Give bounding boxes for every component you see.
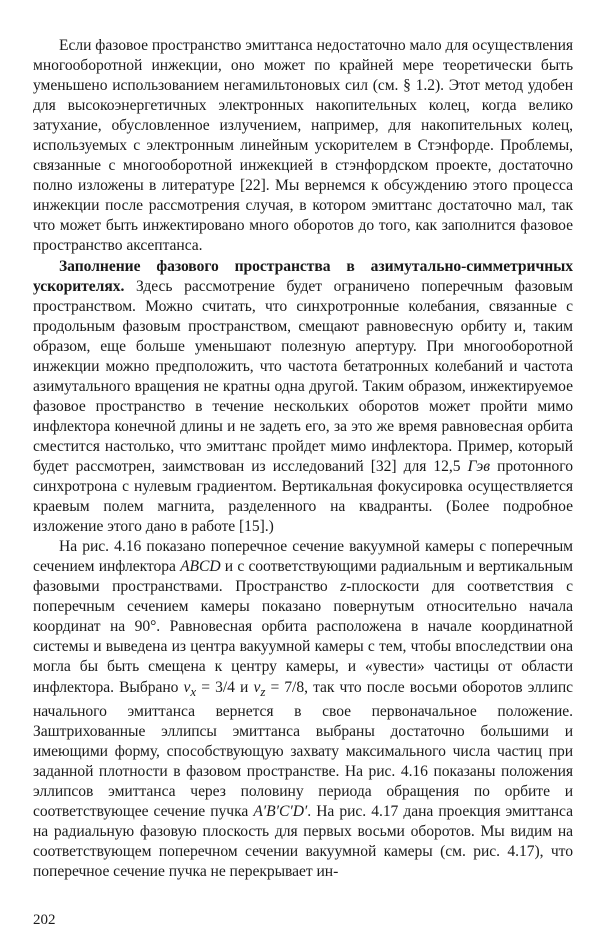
paragraph-text-part-b: и с соответствующими радиальным и вертикальным фазовыми пространствами. Пространство (33, 558, 573, 596)
nu-x-symbol: ν (183, 678, 191, 696)
paragraph-text-part-a: На рис. 4.16 показано поперечное сечение вакуумной камеры с поперечным сечением инфлектора (33, 538, 573, 576)
document-page (33, 36, 573, 882)
paragraph-intro: Если фазовое пространство эмиттанса недостаточно мало для осуществления многооборотной инжекции, оно может по крайней мере теоретически быть уменьшено использованием негамильтоновых сил (см. § 1.2). Этот метод удобен для высокоэнергетичных электронных накопительных колец, когда велико затухание, обусловленное излучением, например, для накопительных колец, используемых с электронным линейным ускорителем в Стэнфорде. Проблемы, связанные с многооборотной инжекцией в стэнфордском проекте, достаточно полно изложены в литературе [22]. Мы вернемся к обсуждению этого процесса инжекции после рассмотрения случая, в котором эмиттанс достаточно мал, так что может быть инжектировано много оборотов до того, как заполнится фазовое пространство аксептанса. (33, 37, 573, 255)
page-number: 202 (33, 912, 56, 928)
z-variable: z (340, 578, 347, 596)
paragraph-text-part-d: , так что после восьми оборотов эллипс начального эмиттанса вернется в свое первоначальное положение. Заштрихованные эллипсы эмиттанса выбраны достаточно большими и имеющими форму, способствующую захвату максимального числа частиц при заданной плотности в фазовом пространстве. На рис. 4.16 показаны положения эллипсов эмиттанса через половину периода обращения по орбите и соответствующее сечение пучка (33, 678, 573, 820)
paragraph-figure-description (33, 537, 573, 882)
energy-unit: Гэв (467, 457, 490, 475)
nu-z-symbol: ν (253, 678, 261, 696)
section-heading: Заполнение фазового пространства в азимутально-симметричных ускорителях. (33, 257, 573, 295)
paragraph-text-part-b: протонного синхротрона с нулевым градиентом. Вертикальная фокусировка осуществляется краевым полем магнита, разделенного на квадранты. (Более подробное изложение этого дано в работе [15].) (33, 457, 574, 536)
paragraph-text-part-c: -плоскости для соответствия с поперечным сечением камеры показано повернутым относительно начала координат на 90°. Равновесная орбита расположена в начале координатной системы и выведена из центра вакуумной камеры с тем, чтобы впоследствии она могла бы быть смещена к центру камеры, и «увести» частицы от области инфлектора. Выбрано (33, 578, 573, 696)
paragraph-phase-space-filling (33, 257, 573, 538)
paragraph-text-part-e: . На рис. 4.17 дана проекция эмиттанса на радиальную фазовую плоскость для первых восьми оборотов. Мы видим на соответствующем поперечном сечении вакуумной камеры (см. рис. 4.17), что поперечное сечение пучка не перекрывает ин- (33, 802, 573, 881)
nu-x-subscript: x (190, 683, 197, 699)
nu-z-value: = 7/8 (265, 678, 305, 696)
inflector-label: ABCD (180, 558, 221, 576)
nu-z-subscript: z (260, 683, 266, 699)
nu-x-value: = 3/4 и (196, 678, 254, 696)
paragraph-text-part-a: Здесь рассмотрение будет ограничено поперечным фазовым пространством. Можно считать, что синхротронные колебания, связанные с продольным фазовым пространством, смещают равновесную орбиту и, таким образом, еще больше уменьшают полезную апертуру. При многооборотной инжекции можно предположить, что частота бетатронных колебаний и частота азимутального вращения не кратны одна другой. Таким образом, инжектируемое фазовое пространство в течение нескольких оборотов может пройти мимо инфлектора конечной длины и не задеть его, за это же время равновесная орбита сместится настолько, что эмиттанс пройдет мимо инфлектора. Пример, который будет рассмотрен, заимствован из исследований [32] для 12,5 (33, 277, 573, 475)
beam-section-label: A′B′C′D′ (253, 802, 308, 820)
